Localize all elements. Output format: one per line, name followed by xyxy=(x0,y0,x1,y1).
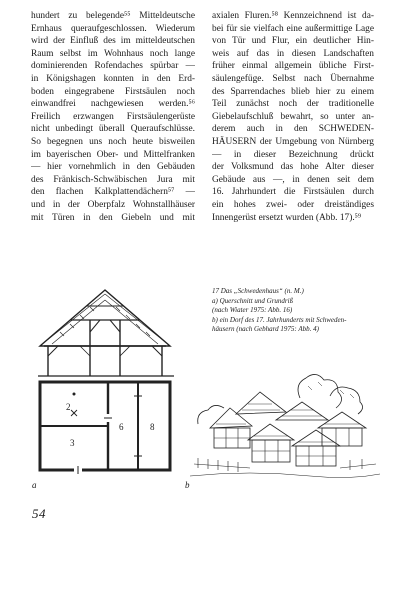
text-line: Gebäude aus —, in denen seit dem xyxy=(212,174,374,185)
text-line: nicht unbedingt überall Queraufschlüsse. xyxy=(31,124,195,135)
text-line: im bayerischen Ober- und Mittelfranken xyxy=(31,149,195,160)
text-line: Raum selbst im Wohnhaus noch lange xyxy=(31,48,195,59)
text-line: weis auf das in diesen Landschaften xyxy=(212,48,374,59)
text-line: des Fränkisch-Schwäbischen Jura mit xyxy=(31,174,195,185)
text-line: Teil zunächst noch der traditionelle xyxy=(212,99,374,110)
text-line: dominierenden Rofendaches spürbar — xyxy=(31,61,195,72)
figure-a-section-and-plan xyxy=(34,286,184,482)
text-line: säulengefüge. Selbst nach Übernahme xyxy=(212,73,374,84)
text-column-left xyxy=(31,10,195,224)
village-illustration xyxy=(190,374,380,477)
text-line: in Königshagen konnten in den Erd- xyxy=(31,73,195,84)
text-line: mit Türen in den Giebeln und mit xyxy=(31,212,195,223)
text-line: So begegnen uns noch heute bisweilen xyxy=(31,136,195,147)
text-line: einwandfrei nachgewiesen werden.⁵⁶ xyxy=(31,99,195,110)
caption-line: (nach Wiater 1975: Abb. 16) xyxy=(212,306,293,314)
text-line: Giebelaufschluß bewahrt, so unter an- xyxy=(212,111,374,122)
text-line: der Volksmund das hohe Alter dieser xyxy=(212,162,374,173)
plan-room-2: 2 xyxy=(66,402,71,412)
caption-line: häusern (nach Gebhard 1975: Abb. 4) xyxy=(212,325,319,333)
plan-room-6: 6 xyxy=(119,422,124,432)
text-line: Ernhaus queraufgeschlossen. Wiederum xyxy=(31,23,195,34)
text-line: HÄUSERN der Umgebung von Nürnberg xyxy=(212,136,374,147)
text-line: wird der Einfluß des im mitteldeutschen xyxy=(31,36,195,47)
text-line: und in der Oberpfalz Wohnstallhäuser xyxy=(31,199,195,210)
text-line: von Tür und Flur, ein deutlicher Hin- xyxy=(212,36,374,47)
text-column-right xyxy=(212,10,374,224)
figure-b-village-sketch xyxy=(190,368,380,480)
text-line: Freilich erzwangen Firstsäulengerüste xyxy=(31,111,195,122)
text-line: — hier vornehmlich in den Gebäuden xyxy=(31,162,195,173)
text-line: derem auch in den SCHWEDEN- xyxy=(212,124,374,135)
text-line: 16. Jahrhundert die Firstsäulen durch xyxy=(212,187,374,198)
caption-line: b) ein Dorf des 17. Jahrhunderts mit Schweden- xyxy=(212,315,347,324)
page-number: 54 xyxy=(32,506,46,521)
text-line: bei für sie vielfach eine außermittige Lage xyxy=(212,23,374,34)
text-line: boden eingegrabene Firstsäulen noch xyxy=(31,86,195,97)
caption-line: a) Querschnitt und Grundriß xyxy=(212,296,294,305)
text-line: — in dieser Bezeichnung drückt xyxy=(212,149,374,160)
text-line: früher einmal allgemein übliche First- xyxy=(212,61,374,72)
text-line: ein hohes zwei- oder dreiständiges xyxy=(212,199,374,210)
caption-line: 17 Das „Schwedenhaus“ (n. M.) xyxy=(212,287,304,295)
plan-room-3: 3 xyxy=(70,438,75,448)
text-line: des Sparrendaches blieb hier zu einem xyxy=(212,86,374,97)
plan-room-8: 8 xyxy=(150,422,155,432)
figure-label-a: a xyxy=(32,480,37,490)
figure-caption xyxy=(212,287,382,335)
text-line: axialen Fluren.⁵⁸ Kennzeichnend ist da- xyxy=(212,11,374,21)
text-line: Innengerüst ersetzt wurden (Abb. 17).⁵⁹ xyxy=(212,212,362,223)
figure-label-b: b xyxy=(185,480,190,490)
cross-section-drawing xyxy=(38,290,174,376)
text-line: den flachen Kalkplattendächern⁵⁷ — xyxy=(31,187,195,198)
text-line: hundert zu belegende⁵⁵ Mitteldeutsche xyxy=(31,11,195,21)
